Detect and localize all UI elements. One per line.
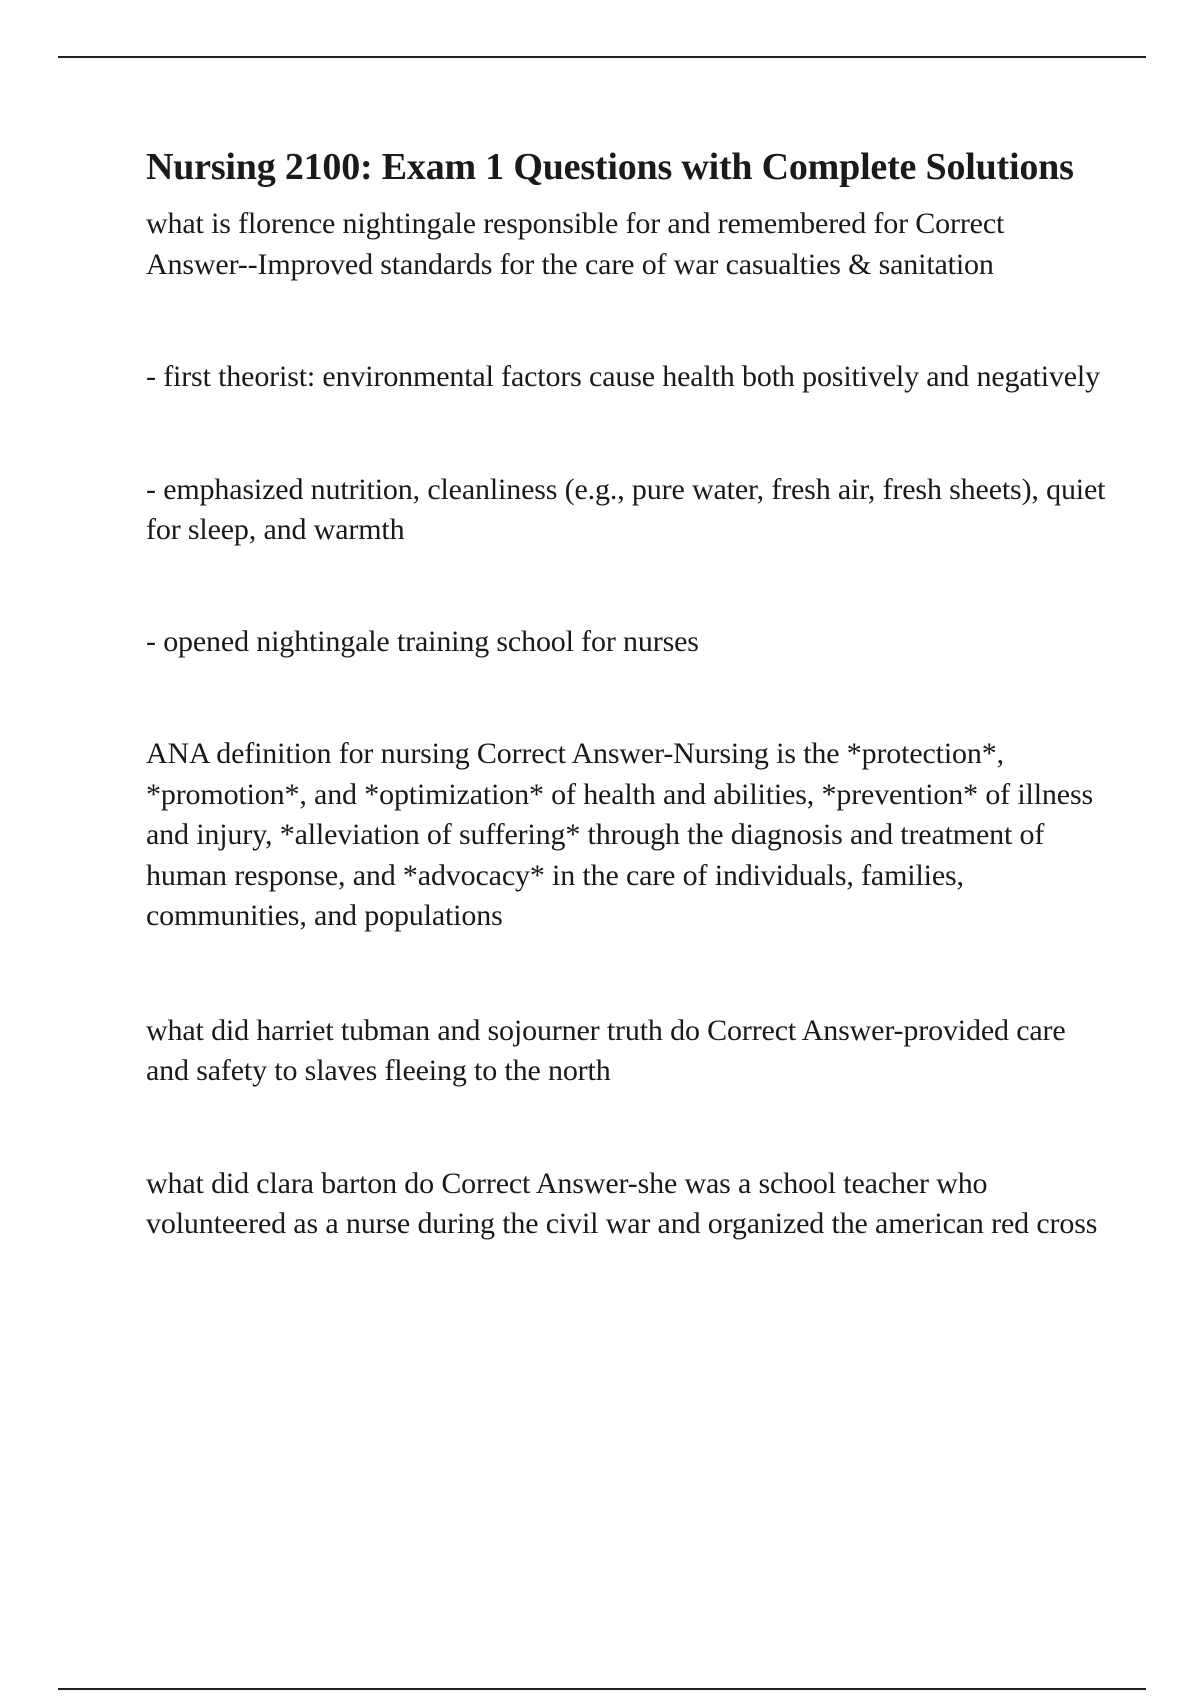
document-title: Nursing 2100: Exam 1 Questions with Complete Solutions [146, 146, 1074, 188]
footer-divider [58, 1688, 1146, 1690]
qa-clara-barton: what did clara barton do Correct Answer-she was a school teacher who volunteered as a nurse during the civil war and organized the american red cross [146, 1166, 1098, 1240]
qa-florence-nightingale: what is florence nightingale responsible for and remembered for Correct Answer--Improved standards for the care of war casualties & sanitation [146, 207, 1005, 281]
qa-ana-definition: ANA definition for nursing Correct Answer-Nursing is the *protection*, *promotion*, and *optimization* of health and abilities, *prevention* of illness and injury, *alleviation of suffering* through the diagnosis and treatment of human response, and *advocacy* in the care of individuals, families, communities, and populations [146, 737, 1093, 932]
document-body [146, 142, 1106, 1245]
header-divider [58, 56, 1146, 58]
bullet-training-school: - opened nightingale training school for nurses [146, 624, 699, 658]
bullet-emphasized-nutrition: - emphasized nutrition, cleanliness (e.g., pure water, fresh air, fresh sheets), quiet for sleep, and warmth [146, 472, 1106, 546]
qa-tubman-truth: what did harriet tubman and sojourner truth do Correct Answer-provided care and safety to slaves fleeing to the north [146, 1013, 1066, 1087]
bullet-first-theorist: - first theorist: environmental factors cause health both positively and negatively [146, 360, 1100, 393]
